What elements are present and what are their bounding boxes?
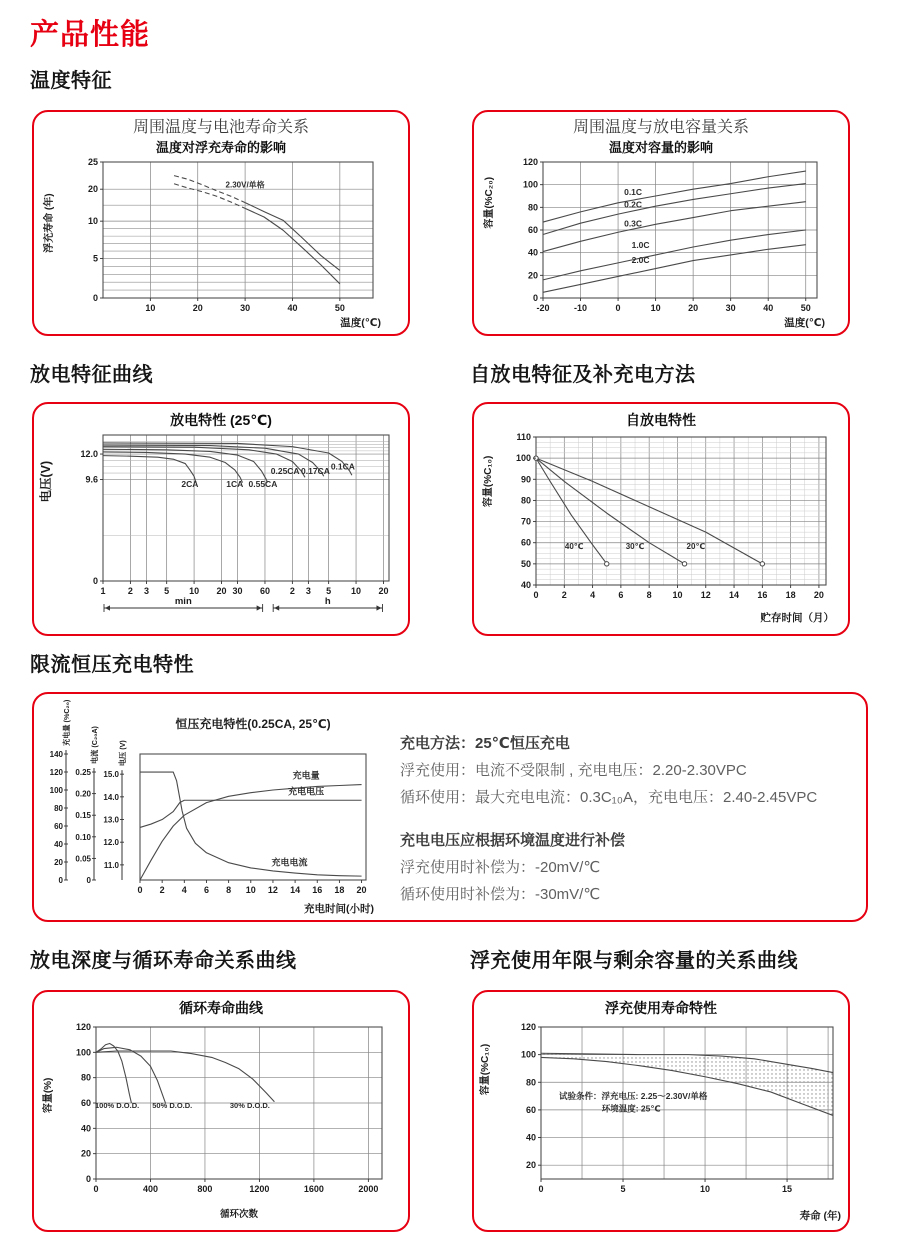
svg-text:3: 3 — [143, 586, 149, 596]
svg-text:50: 50 — [520, 558, 531, 569]
svg-text:2: 2 — [127, 586, 133, 596]
svg-text:16: 16 — [312, 885, 323, 895]
svg-text:5: 5 — [326, 586, 332, 596]
svg-text:0.15: 0.15 — [75, 811, 91, 821]
svg-text:40: 40 — [287, 303, 298, 313]
svg-text:20: 20 — [688, 303, 699, 313]
charging-characteristic-chart — [34, 694, 394, 918]
svg-text:0: 0 — [93, 1184, 99, 1194]
svg-text:60: 60 — [520, 537, 531, 548]
svg-text:12: 12 — [700, 590, 711, 600]
svg-text:温度(℃): 温度(℃) — [784, 317, 825, 329]
svg-text:1.0C: 1.0C — [631, 240, 650, 251]
svg-text:电压 (V): 电压 (V) — [118, 740, 127, 767]
svg-text:2.0C: 2.0C — [631, 254, 650, 265]
svg-text:0.17CA: 0.17CA — [301, 466, 330, 477]
svg-text:110: 110 — [516, 432, 531, 442]
svg-text:12: 12 — [267, 885, 278, 895]
svg-text:100: 100 — [49, 786, 63, 795]
svg-text:20: 20 — [356, 885, 367, 895]
svg-text:60: 60 — [259, 586, 270, 596]
svg-text:容量(%C₁₀): 容量(%C₁₀) — [480, 1043, 491, 1096]
svg-text:80: 80 — [80, 1072, 91, 1083]
svg-text:40: 40 — [80, 1123, 91, 1134]
svg-text:30% D.O.D.: 30% D.O.D. — [229, 1101, 270, 1111]
svg-text:100: 100 — [75, 1047, 91, 1058]
svg-text:电压(V): 电压(V) — [39, 460, 53, 503]
svg-text:20: 20 — [192, 303, 203, 313]
svg-text:60: 60 — [54, 822, 63, 831]
svg-text:充电量 (%C₂₀): 充电量 (%C₂₀) — [62, 699, 71, 746]
section-heading-float-life: 浮充使用年限与剩余容量的关系曲线 — [470, 950, 798, 972]
svg-text:14: 14 — [729, 590, 740, 600]
chart-card-charging — [32, 692, 868, 922]
chart-title: 放电特性 (25℃) — [170, 412, 272, 428]
svg-text:120: 120 — [520, 1022, 536, 1032]
svg-text:h: h — [324, 596, 331, 607]
svg-text:800: 800 — [197, 1184, 213, 1194]
svg-text:140: 140 — [49, 750, 63, 759]
svg-text:100: 100 — [522, 179, 538, 190]
svg-text:0: 0 — [92, 576, 98, 586]
cycle-life-chart — [38, 1017, 404, 1223]
svg-text:0.05: 0.05 — [75, 854, 91, 864]
svg-text:充电量: 充电量 — [292, 770, 320, 781]
svg-text:0: 0 — [85, 1174, 91, 1184]
svg-text:0: 0 — [137, 885, 143, 895]
svg-text:5: 5 — [164, 586, 170, 596]
chart-card-self-discharge — [472, 402, 850, 636]
svg-text:0: 0 — [538, 1184, 544, 1194]
svg-text:40: 40 — [763, 303, 774, 313]
chart-card-temp-capacity — [472, 110, 850, 336]
svg-text:16: 16 — [757, 590, 768, 600]
svg-text:50: 50 — [800, 303, 811, 313]
svg-text:0: 0 — [533, 590, 539, 600]
svg-text:10: 10 — [189, 586, 200, 596]
svg-text:1200: 1200 — [249, 1184, 270, 1194]
section-heading-discharge: 放电特征曲线 — [30, 364, 153, 386]
float-use-line: 浮充使用：电流不受限制 , 充电电压：2.20-2.30VPC — [400, 762, 747, 779]
chart-title: 周围温度与放电容量关系 — [572, 119, 749, 136]
svg-text:6: 6 — [203, 885, 209, 895]
svg-text:20: 20 — [525, 1160, 536, 1171]
svg-text:40: 40 — [520, 580, 531, 590]
svg-text:60: 60 — [525, 1104, 536, 1115]
svg-text:0: 0 — [58, 876, 63, 885]
svg-text:1: 1 — [100, 586, 106, 596]
svg-text:0: 0 — [615, 303, 621, 313]
charging-method-line: 充电方法：25℃恒压充电 — [400, 735, 570, 752]
svg-text:120: 120 — [49, 768, 63, 777]
svg-text:充电电流: 充电电流 — [271, 857, 308, 868]
svg-text:20: 20 — [527, 270, 538, 281]
section-heading-temperature: 温度特征 — [30, 70, 112, 92]
svg-text:40: 40 — [525, 1132, 536, 1143]
svg-text:80: 80 — [520, 495, 531, 506]
svg-text:浮充寿命 (年): 浮充寿命 (年) — [44, 193, 55, 253]
page-title: 产品性能 — [30, 19, 151, 51]
svg-text:min: min — [174, 596, 192, 607]
svg-text:18: 18 — [785, 590, 796, 600]
chart-card-float-life — [472, 990, 850, 1232]
chart-title: 周围温度与电池寿命关系 — [132, 119, 309, 136]
svg-text:15: 15 — [782, 1184, 793, 1194]
svg-text:10: 10 — [245, 885, 256, 895]
svg-text:60: 60 — [80, 1098, 91, 1108]
svg-text:14.0: 14.0 — [103, 792, 119, 802]
svg-text:80: 80 — [54, 804, 63, 813]
svg-text:30℃: 30℃ — [625, 542, 645, 552]
section-heading-charging: 限流恒压充电特性 — [30, 654, 194, 676]
float-life-chart — [475, 1017, 847, 1225]
svg-text:20: 20 — [216, 586, 227, 596]
svg-text:容量(%C₁₀): 容量(%C₁₀) — [483, 455, 494, 508]
svg-text:30: 30 — [232, 586, 243, 596]
svg-text:100% D.O.D.: 100% D.O.D. — [95, 1101, 140, 1111]
svg-text:3: 3 — [305, 586, 311, 596]
svg-text:2: 2 — [289, 586, 295, 596]
svg-text:环境温度: 25℃: 环境温度: 25℃ — [601, 1103, 661, 1114]
svg-text:0: 0 — [532, 293, 538, 303]
svg-text:电流 (C₂₀A): 电流 (C₂₀A) — [90, 726, 99, 765]
svg-text:9.6: 9.6 — [85, 474, 98, 485]
svg-text:寿命 (年): 寿命 (年) — [799, 1210, 841, 1222]
svg-text:贮存时间（月）: 贮存时间（月） — [760, 612, 834, 624]
svg-text:1CA: 1CA — [226, 478, 244, 489]
svg-text:循环次数: 循环次数 — [219, 1209, 259, 1220]
svg-text:11.0: 11.0 — [103, 860, 119, 870]
notes-spacer — [400, 815, 842, 831]
svg-text:充电电压: 充电电压 — [288, 786, 325, 797]
svg-text:25: 25 — [87, 157, 98, 167]
svg-text:充电时间(小时): 充电时间(小时) — [304, 903, 374, 915]
svg-text:120: 120 — [522, 157, 538, 167]
svg-text:40: 40 — [527, 247, 538, 258]
svg-text:2CA: 2CA — [181, 478, 199, 489]
svg-text:2: 2 — [159, 885, 165, 895]
svg-text:10: 10 — [351, 586, 362, 596]
temp-life-chart — [39, 156, 403, 332]
cycle-compensation-line: 循环使用时补偿为：-30mV/℃ — [400, 886, 601, 903]
svg-text:10: 10 — [145, 303, 156, 313]
svg-text:20: 20 — [813, 590, 824, 600]
svg-text:0.25: 0.25 — [75, 768, 91, 778]
section-heading-self-discharge: 自放电特征及补充电方法 — [470, 364, 696, 386]
svg-text:20: 20 — [87, 184, 98, 195]
chart-title: 浮充使用寿命特性 — [605, 1000, 717, 1016]
svg-text:2000: 2000 — [358, 1184, 379, 1194]
svg-text:20: 20 — [54, 858, 63, 867]
chart-card-temp-life — [32, 110, 410, 336]
svg-text:400: 400 — [142, 1184, 158, 1194]
self-discharge-chart — [478, 429, 844, 627]
svg-text:容量(%): 容量(%) — [43, 1077, 54, 1114]
svg-text:40℃: 40℃ — [564, 542, 584, 552]
svg-text:13.0: 13.0 — [103, 815, 119, 825]
svg-text:8: 8 — [646, 590, 652, 600]
svg-text:0.55CA: 0.55CA — [248, 478, 278, 489]
svg-text:0.20: 0.20 — [75, 789, 91, 799]
svg-text:5: 5 — [92, 253, 98, 264]
svg-text:12.0: 12.0 — [80, 449, 98, 460]
discharge-chart — [37, 429, 405, 629]
svg-text:0.25CA: 0.25CA — [270, 466, 300, 477]
svg-text:10: 10 — [87, 216, 98, 227]
svg-text:0: 0 — [86, 876, 91, 885]
svg-text:12.0: 12.0 — [103, 838, 119, 848]
svg-text:15.0: 15.0 — [103, 770, 119, 780]
svg-text:30: 30 — [240, 303, 251, 313]
svg-text:18: 18 — [334, 885, 345, 895]
svg-text:10: 10 — [650, 303, 661, 313]
chart-title: 自放电特性 — [626, 412, 696, 428]
svg-text:0.3C: 0.3C — [624, 218, 643, 229]
svg-text:-10: -10 — [574, 303, 588, 313]
chart-card-cycle-life — [32, 990, 410, 1232]
svg-text:1600: 1600 — [303, 1184, 324, 1194]
svg-text:0.1CA: 0.1CA — [330, 461, 355, 472]
section-heading-cycle-life: 放电深度与循环寿命关系曲线 — [30, 950, 297, 972]
svg-text:80: 80 — [527, 202, 538, 213]
svg-text:60: 60 — [527, 225, 538, 235]
svg-text:2.30V/单格: 2.30V/单格 — [225, 180, 265, 190]
svg-text:50: 50 — [334, 303, 345, 313]
svg-text:100: 100 — [515, 453, 531, 464]
svg-text:0.10: 0.10 — [75, 832, 91, 842]
svg-text:20: 20 — [378, 586, 389, 596]
svg-text:20: 20 — [80, 1148, 91, 1159]
svg-text:0: 0 — [92, 293, 98, 303]
svg-text:10: 10 — [672, 590, 683, 600]
svg-text:容量(%C₂₀): 容量(%C₂₀) — [484, 176, 495, 229]
charging-notes — [394, 694, 866, 912]
svg-text:0.2C: 0.2C — [624, 199, 643, 210]
svg-text:8: 8 — [226, 885, 232, 895]
svg-text:2: 2 — [561, 590, 567, 600]
svg-text:0.1C: 0.1C — [624, 186, 643, 197]
svg-text:120: 120 — [75, 1022, 91, 1032]
svg-text:20℃: 20℃ — [686, 542, 706, 552]
svg-text:30: 30 — [725, 303, 736, 313]
svg-text:90: 90 — [520, 474, 531, 485]
svg-text:5: 5 — [620, 1184, 626, 1194]
svg-text:-20: -20 — [536, 303, 550, 313]
svg-text:6: 6 — [618, 590, 624, 600]
svg-text:4: 4 — [590, 590, 596, 600]
svg-text:40: 40 — [54, 840, 63, 849]
svg-text:4: 4 — [181, 885, 187, 895]
svg-text:恒压充电特性(0.25CA, 25℃): 恒压充电特性(0.25CA, 25℃) — [175, 717, 331, 731]
svg-text:温度(℃): 温度(℃) — [340, 317, 381, 329]
chart-title: 循环寿命曲线 — [179, 1000, 263, 1016]
svg-text:试验条件：浮充电压: 2.25～2.30V/单格: 试验条件：浮充电压: 2.25～2.30V/单格 — [559, 1090, 708, 1101]
svg-text:10: 10 — [700, 1184, 711, 1194]
chart-card-discharge — [32, 402, 410, 636]
svg-text:14: 14 — [290, 885, 301, 895]
svg-text:50% D.O.D.: 50% D.O.D. — [152, 1101, 193, 1111]
svg-text:100: 100 — [520, 1049, 536, 1060]
chart-subtitle: 温度对容量的影响 — [608, 140, 713, 155]
temp-capacity-chart — [479, 156, 843, 332]
cycle-use-line: 循环使用：最大充电电流：0.3C₁₀A，充电电压：2.40-2.45VPC — [400, 789, 818, 806]
float-compensation-line: 浮充使用时补偿为：-20mV/℃ — [400, 859, 601, 876]
chart-subtitle: 温度对浮充寿命的影响 — [155, 140, 286, 155]
svg-text:80: 80 — [525, 1077, 536, 1088]
compensation-title-line: 充电电压应根据环境温度进行补偿 — [400, 832, 626, 849]
svg-text:70: 70 — [520, 516, 531, 527]
